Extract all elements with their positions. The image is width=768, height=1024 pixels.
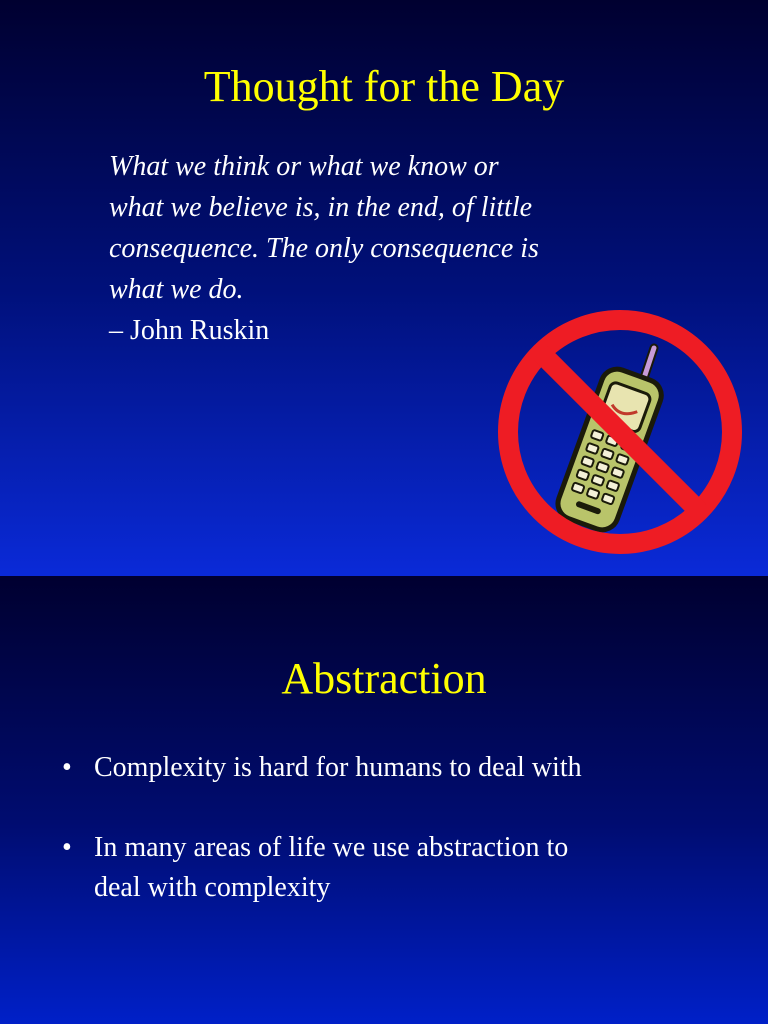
slide-title: Thought for the Day	[203, 62, 565, 111]
quote-line: consequence. The only consequence is	[109, 233, 539, 264]
slide-title: Abstraction	[281, 654, 487, 703]
quote-line: what we believe is, in the end, of little	[109, 192, 533, 223]
bullet-icon: •	[62, 832, 72, 863]
list-item	[62, 748, 742, 788]
bullet-text: Complexity is hard for humans to deal with	[94, 752, 582, 783]
bullet-icon: •	[62, 752, 72, 783]
quote-line: What we think or what we know or	[109, 151, 499, 182]
list-item	[62, 828, 742, 908]
bullet-list	[62, 748, 742, 948]
slide-abstraction	[0, 576, 768, 1024]
bullet-text: deal with complexity	[94, 872, 331, 903]
no-cell-phone-icon	[490, 308, 750, 558]
bullet-text: In many areas of life we use abstraction to	[94, 832, 569, 863]
quote-line: what we do.	[109, 274, 244, 305]
quote-attribution: – John Ruskin	[109, 315, 270, 346]
